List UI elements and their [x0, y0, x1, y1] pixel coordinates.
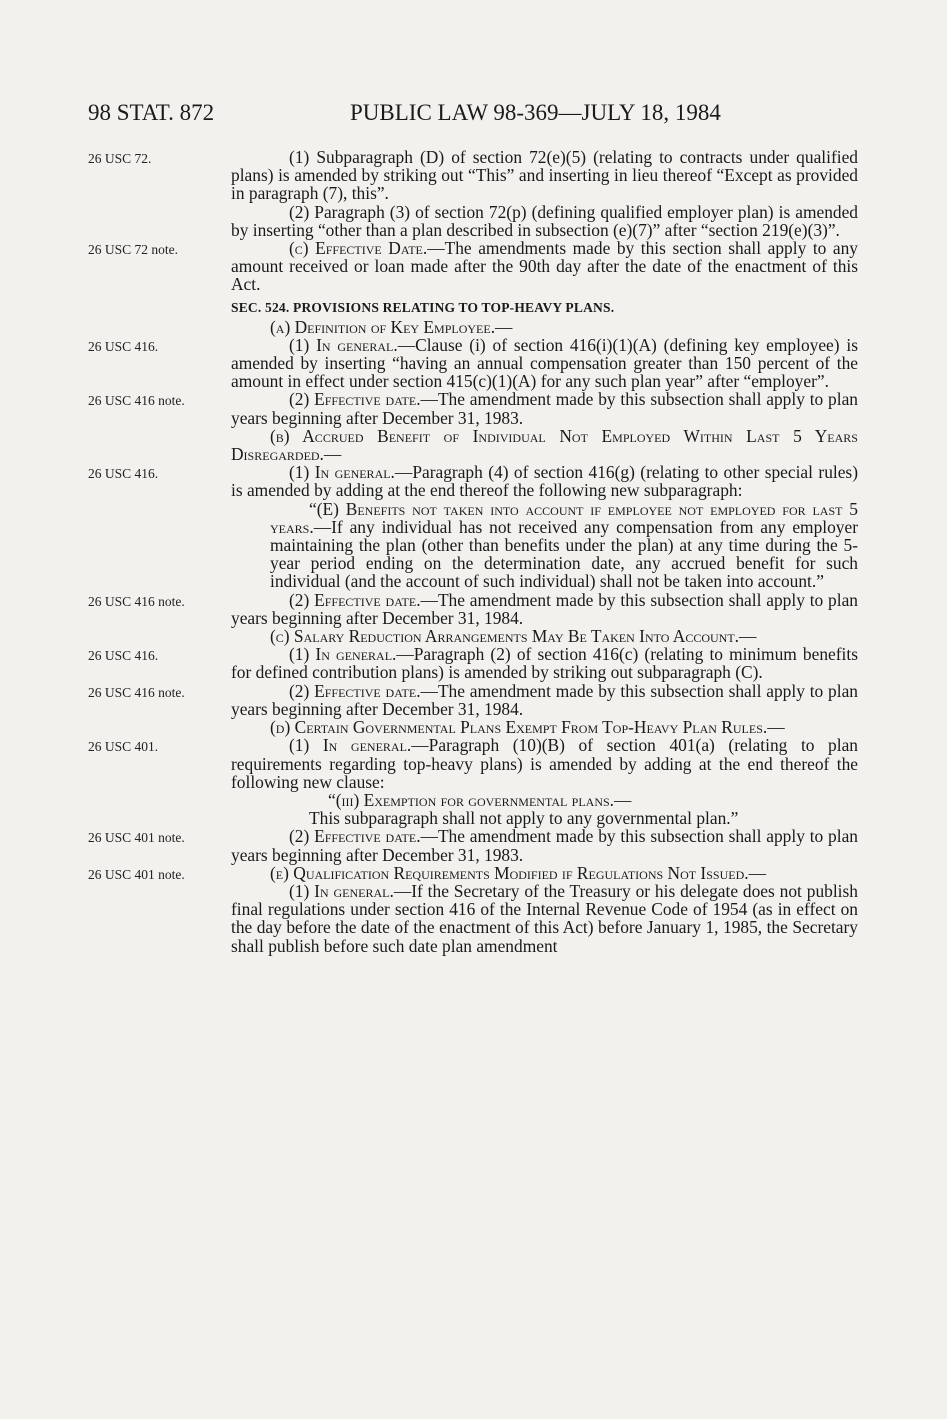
quoted-text: This subparagraph shall not apply to any governmental plan.” [309, 808, 739, 829]
paragraph [231, 591, 858, 627]
paragraph-text: —Paragraph (10)(B) of section 401(a) (relating to plan requirements regarding top-heavy plans) is amended by adding at the end thereof the following new clause: [231, 735, 859, 792]
paragraph [231, 736, 858, 791]
paragraph-heading: (c) Effective Date. [289, 238, 428, 259]
paragraph-block [0, 336, 947, 391]
paragraph: (2) Paragraph (3) of section 72(p) (defining qualified employer plan) is amended by inserting “other than a plan described in subsection (e)(7)” after “section 219(e)(3)”. [231, 201, 858, 240]
margin-citation: 26 USC 416 note. [88, 393, 185, 409]
subsection-title: (b) Accrued Benefit of Individual Not Employed Within Last 5 Years Disregarded.— [231, 425, 858, 465]
paragraph-heading: (2) Effective date. [289, 589, 421, 610]
paragraph-block [0, 864, 947, 882]
paragraph-block [0, 318, 947, 336]
paragraph-heading: (2) Effective date. [289, 680, 421, 701]
stat-page-number: 98 STAT. 872 [88, 100, 215, 125]
margin-citation: 26 USC 416 note. [88, 684, 185, 700]
paragraph-text: —Paragraph (4) of section 416(g) (relating to other special rules) is amended by adding at the end thereof the following new subparagraph: [231, 462, 858, 501]
paragraph-heading: (1) In general. [289, 644, 397, 665]
margin-citation: 26 USC 416. [88, 466, 159, 482]
paragraph [231, 827, 858, 863]
margin-citation: 26 USC 401 note. [88, 866, 185, 882]
paragraph: (1) Subparagraph (D) of section 72(e)(5) (relating to contracts under qualified plans) is amended by striking out “This” and inserting in lieu thereof “Except as provided in paragraph (7), this”. [231, 147, 858, 204]
subsection-heading [231, 318, 858, 336]
quoted-paragraph [270, 791, 858, 809]
paragraph [231, 390, 858, 426]
subsection-title: (d) Certain Governmental Plans Exempt From Top-Heavy Plan Rules.— [270, 717, 785, 738]
paragraph-text: —Clause (i) of section 416(i)(1)(A) (defining key employee) is amended by inserting “having an annual compensation greater than 150 percent of the amount in effect under section 415(c)(1)(A) for any such plan year” after “employer”. [231, 334, 858, 392]
paragraph-heading: (1) In general. [289, 880, 394, 901]
paragraph-block [0, 682, 947, 718]
paragraph-block [0, 463, 947, 499]
margin-citation: 26 USC 416. [88, 648, 159, 664]
paragraph-block [0, 736, 947, 791]
paragraph-heading: (2) Effective date. [289, 389, 421, 410]
subsection-title: (e) Qualification Requirements Modified if Regulations Not Issued.— [270, 862, 766, 883]
section-heading: SEC. 524. PROVISIONS RELATING TO TOP-HEAVY PLANS. [231, 299, 615, 315]
paragraph-heading: (1) In general. [289, 334, 398, 355]
quoted-text: —If any individual has not received any compensation from any employer maintaining the plan (other than benefits under the plan) at any time during the 5-year period ending on the determination date, any accrued benefit for such individual (and the account of such individual) shall not be taken into account.” [270, 516, 858, 592]
paragraph [231, 882, 858, 955]
paragraph-text: —If the Secretary of the Treasury or his delegate does not publish final regulations under section 416 of the Internal Revenue Code of 1954 (as in effect on the day before the date of the enactment of this Act) before January 1, 1985, the Secretary shall publish before such date plan amendment [231, 880, 858, 956]
paragraph-block [0, 148, 947, 203]
paragraph-text: —The amendment made by this subsection shall apply to plan years beginning after December 31, 1984. [231, 589, 858, 628]
law-title: PUBLIC LAW 98-369—JULY 18, 1984 [350, 100, 721, 125]
subsection-heading [231, 864, 858, 882]
paragraph-text: —The amendment made by this subsection shall apply to plan years beginning after December 31, 1984. [231, 680, 858, 719]
paragraph-heading: (1) In general. [289, 735, 412, 756]
paragraph-block [0, 203, 947, 239]
subsection-heading [231, 427, 858, 463]
paragraph-block [0, 627, 947, 645]
margin-citation: 26 USC 416. [88, 338, 159, 354]
paragraph [231, 645, 858, 681]
paragraph-block [0, 645, 947, 681]
quoted-paragraph [270, 500, 858, 591]
paragraph-text: —The amendment made by this subsection shall apply to plan years beginning after December 31, 1983. [231, 389, 858, 428]
margin-citation: 26 USC 72 note. [88, 242, 179, 258]
paragraph-text: —The amendment made by this subsection shall apply to plan years beginning after December 31, 1983. [231, 826, 858, 865]
subsection-title: (a) Definition of Key Employee.— [270, 316, 513, 337]
subsection-title: (c) Salary Reduction Arrangements May Be Taken Into Account.— [270, 626, 757, 647]
paragraph-block [0, 591, 947, 627]
quoted-block [0, 500, 947, 591]
margin-citation: 26 USC 72. [88, 151, 152, 166]
paragraph-heading: (2) Effective date. [289, 826, 421, 847]
paragraph [231, 336, 858, 391]
paragraph-text: —The amendments made by this section shall apply to any amount received or loan made after the 90th day after the date of the enactment of this Act. [231, 238, 859, 295]
quoted-block [0, 791, 947, 827]
paragraph-block [0, 390, 947, 426]
paragraph-text: —Paragraph (2) of section 416(c) (relating to minimum benefits for defined contribution plans) is amended by striking out subparagraph (C). [231, 644, 858, 683]
paragraph [231, 239, 858, 294]
subsection-heading [231, 718, 858, 736]
margin-citation: 26 USC 401 note. [88, 830, 185, 846]
page-body [0, 148, 947, 955]
subsection-heading [231, 627, 858, 645]
paragraph-block [0, 827, 947, 863]
paragraph [231, 463, 858, 499]
paragraph-block [0, 239, 947, 294]
margin-citation: 26 USC 416 note. [88, 593, 185, 609]
paragraph-block [0, 427, 947, 463]
margin-citation: 26 USC 401. [88, 739, 159, 755]
paragraph-block [0, 882, 947, 955]
paragraph-heading: (1) In general. [289, 462, 395, 483]
paragraph-block [0, 718, 947, 736]
quoted-heading: “(E) Benefits not taken into account if employee not employed for last 5 years. [270, 498, 858, 537]
quoted-heading: “(iii) Exemption for governmental plans.— [328, 789, 632, 810]
paragraph [231, 682, 858, 718]
